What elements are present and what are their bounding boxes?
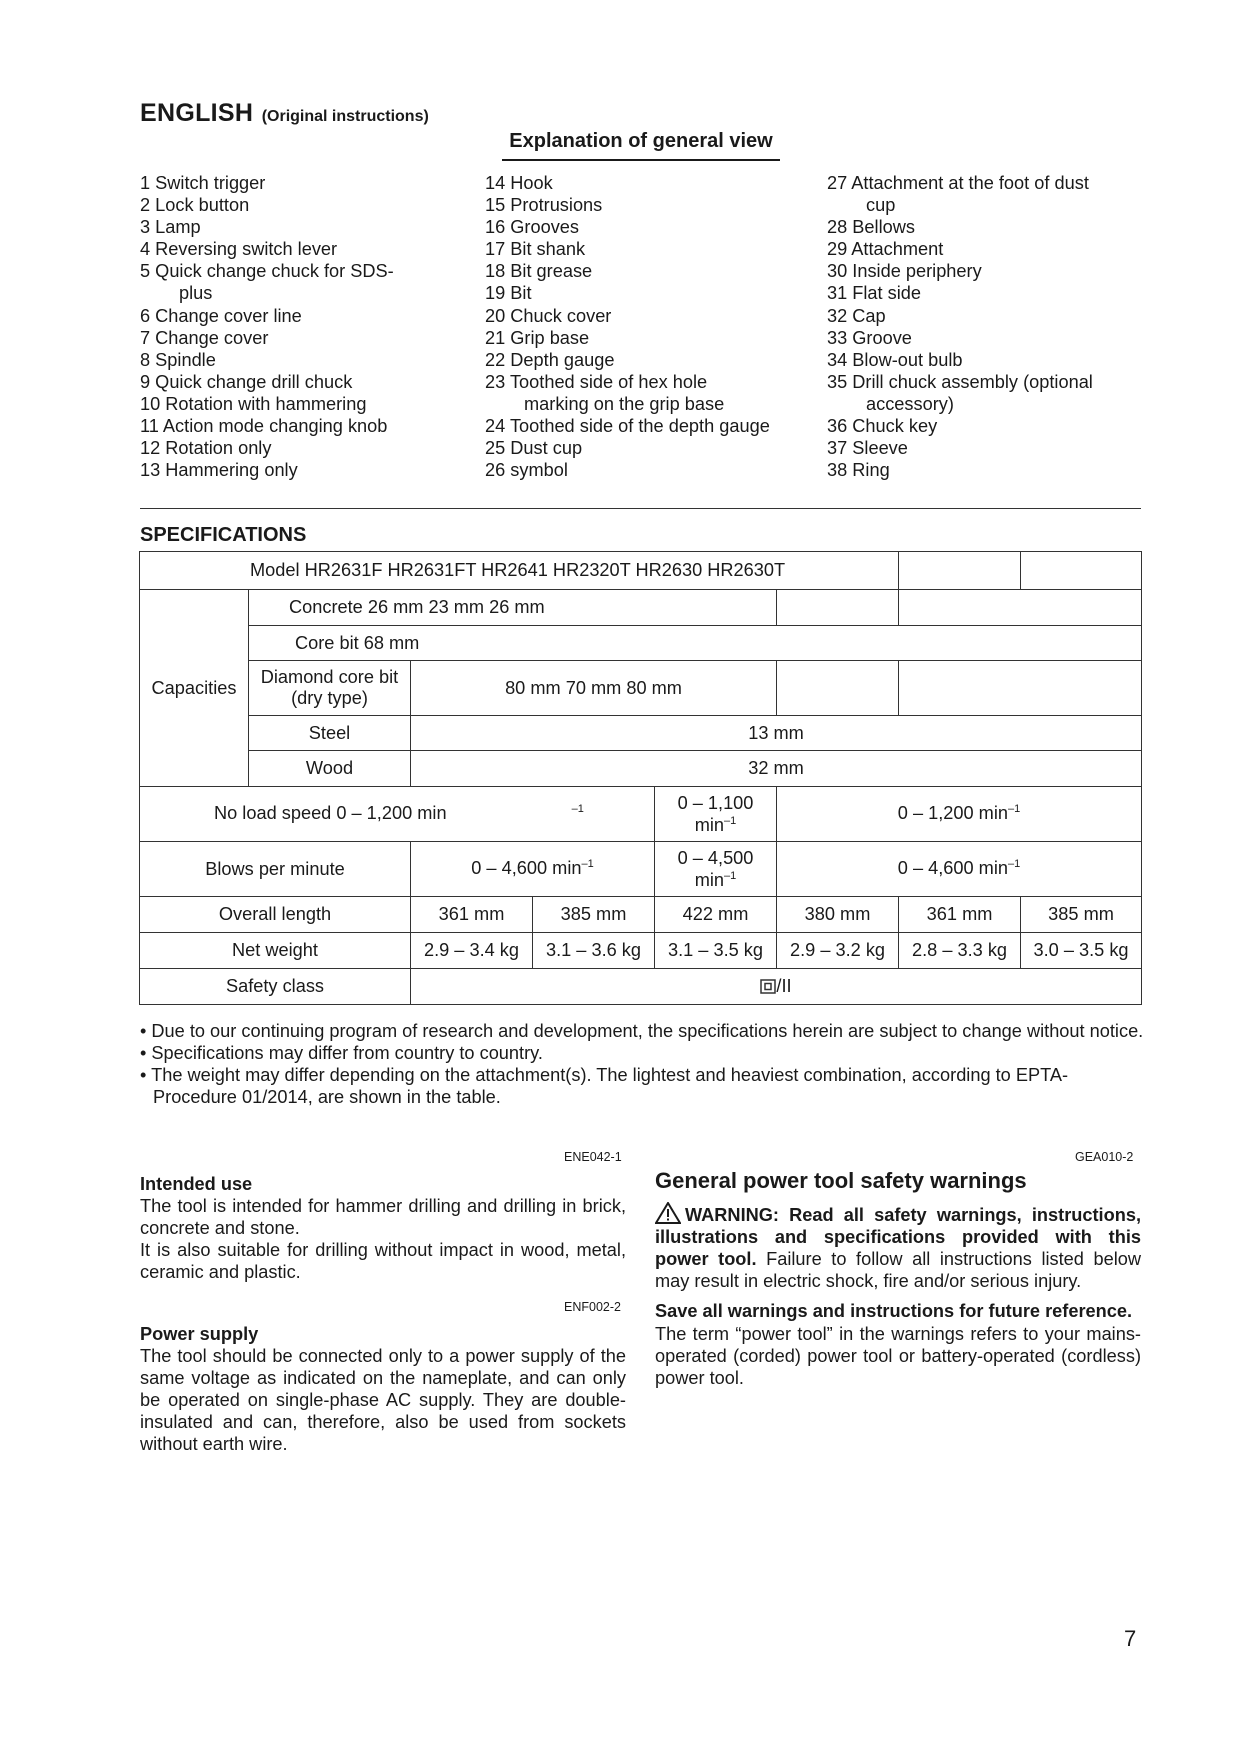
no-load-speed-label: No load speed 0 – 1,200 min [214,803,447,824]
weight-cell: 3.1 – 3.6 kg [533,933,655,969]
blows-left-value: 0 – 4,600 min [471,858,582,879]
part-item: 19 Bit [485,283,532,304]
warning-icon [655,1202,681,1224]
part-item: 16 Grooves [485,217,580,238]
part-item: 5 Quick change chuck for SDS- [140,261,394,282]
blows-mid [655,842,777,897]
weight-cell: 2.8 – 3.3 kg [899,933,1021,969]
blows-right [777,842,1142,897]
overall-length-label: Overall length [140,897,411,933]
net-weight-label: Net weight [140,933,411,969]
part-item: 6 Change cover line [140,305,302,326]
weight-cell: 3.0 – 3.5 kg [1021,933,1142,969]
general-safety-title: General power tool safety warnings [655,1168,1027,1193]
part-item: 37 Sleeve [827,438,908,459]
part-item: 18 Bit grease [485,261,593,282]
part-item: 1 Switch trigger [140,173,266,193]
empty-cell [777,661,899,716]
spec-notes [140,1020,1145,1108]
safety-class-text: /II [776,976,792,996]
no-load-speed-sup: –1 [571,803,584,816]
specifications-title: SPECIFICATIONS [140,524,307,546]
wood-value: 32 mm [411,751,1142,787]
specifications-table [139,551,1142,1005]
empty-cell [899,590,1142,626]
empty-cell [777,590,899,626]
part-item: 27 Attachment at the foot of dust [827,173,1089,193]
parts-list-col1 [140,172,394,481]
warning-bold-text: WARNING: Read all safety warnings, instructions, illustrations and specifications provided with this power tool. [655,1205,1141,1270]
general-view-title: Explanation of general view [502,130,780,161]
part-item: 9 Quick change drill chuck [140,371,353,392]
note-item: • The weight may differ depending on the attachment(s). The lightest and heaviest combination, according to EPTA-Procedure 01/2014, are shown in the table. [140,1065,1069,1108]
part-item: 14 Hook [485,173,553,193]
blows-left [411,842,655,897]
unit-sup: –1 [581,858,594,871]
page-heading [140,99,429,128]
safety-class-label: Safety class [140,969,411,1005]
blows-mid-unit [657,867,774,889]
part-item: 3 Lamp [140,217,201,238]
part-item: 17 Bit shank [485,239,586,260]
intended-use-p2: It is also suitable for drilling without impact in wood, metal, ceramic and plastic. [140,1240,626,1283]
power-supply-p1: The tool should be connected only to a power supply of the same voltage as indicated on the nameplate, and can only be operated on single-phase AC supply. They are double-insulated and can, therefore, also be used from sockets without earth wire. [140,1346,626,1455]
intended-use-section [140,1173,626,1283]
power-tool-term: The term “power tool” in the warnings refers to your mains-operated (corded) power tool or battery-operated (cordless) power tool. [655,1323,1141,1388]
parts-list-col2 [485,172,770,481]
part-item: 38 Ring [827,460,890,481]
diamond-label-line2: (dry type) [291,688,368,708]
safety-class-value [411,969,1142,1005]
part-item: 13 Hammering only [140,460,298,481]
part-item: 12 Rotation only [140,438,272,459]
part-item: 33 Groove [827,327,912,348]
part-item: 34 Blow-out bulb [827,349,963,370]
weight-cell: 3.1 – 3.5 kg [655,933,777,969]
capacities-label: Capacities [140,590,249,787]
general-safety-section [655,1170,1141,1389]
weight-cell: 2.9 – 3.4 kg [411,933,533,969]
length-cell: 380 mm [777,897,899,933]
part-item: 28 Bellows [827,217,915,238]
steel-label: Steel [249,716,411,751]
part-item: 30 Inside periphery [827,261,982,282]
language-title: ENGLISH [140,99,254,127]
steel-value: 13 mm [411,716,1142,751]
double-insulation-icon [760,979,776,994]
unit-text: min [694,870,725,891]
length-cell: 385 mm [533,897,655,933]
empty-cell [1021,552,1142,590]
section-divider [140,508,1141,509]
part-item: 21 Grip base [485,327,590,348]
section-code-power: ENF002-2 [564,1300,621,1314]
no-load-speed-mid-value: 0 – 1,100 [677,792,754,813]
weight-cell: 2.9 – 3.2 kg [777,933,899,969]
no-load-speed-right [777,787,1142,842]
unit-text: min [694,815,725,836]
part-item: 11 Action mode changing knob [140,416,388,437]
unit-sup: –1 [1008,803,1021,816]
note-item: • Due to our continuing program of research and development, the specifications herein are subject to change without notice. [140,1021,1144,1041]
part-item: 36 Chuck key [827,416,938,437]
part-item: 7 Change cover [140,327,269,348]
length-cell: 385 mm [1021,897,1142,933]
note-item: • Specifications may differ from country to country. [140,1043,543,1064]
part-item-continued: cup [866,195,896,216]
part-item: 10 Rotation with hammering [140,393,367,414]
length-cell: 361 mm [899,897,1021,933]
length-cell: 422 mm [655,897,777,933]
part-item-continued: plus [179,283,213,304]
blows-right-value: 0 – 4,600 min [897,858,1008,879]
unit-sup: –1 [724,814,737,827]
length-cell: 361 mm [411,897,533,933]
no-load-speed-mid-unit [657,812,774,834]
part-item: 29 Attachment [827,239,944,260]
section-code-general: GEA010-2 [1075,1150,1134,1164]
power-supply-title: Power supply [140,1324,259,1344]
part-item: 32 Cap [827,305,886,326]
concrete-row: Concrete 26 mm 23 mm 26 mm [249,590,777,626]
part-item: 31 Flat side [827,283,922,304]
core-bit-row: Core bit 68 mm [249,626,1142,661]
section-code-intended: ENE042-1 [564,1150,622,1164]
part-item: 25 Dust cup [485,438,583,459]
language-subtitle: (Original instructions) [261,108,429,125]
intended-use-p1: The tool is intended for hammer drilling and drilling in brick, concrete and stone. [140,1196,626,1239]
part-item-continued: accessory) [866,393,954,414]
no-load-right-value: 0 – 1,200 min [897,803,1008,824]
power-supply-section [140,1323,626,1456]
diamond-label-line1: Diamond core bit [260,667,399,687]
diamond-core-bit-value: 80 mm 70 mm 80 mm [411,661,777,716]
wood-label: Wood [249,751,411,787]
empty-cell [899,661,1142,716]
part-item: 26 symbol [485,460,568,481]
warning-paragraph [655,1202,1141,1292]
part-item-continued: marking on the grip base [524,393,725,414]
save-warnings-text: Save all warnings and instructions for future reference. [655,1301,1133,1322]
page-number: 7 [1124,1626,1137,1651]
model-row: Model HR2631F HR2631FT HR2641 HR2320T HR2630 HR2630T [140,552,899,590]
blows-label: Blows per minute [140,842,411,897]
part-item: 22 Depth gauge [485,349,615,370]
part-item: 20 Chuck cover [485,305,612,326]
parts-list-col3 [827,172,1093,481]
part-item: 23 Toothed side of hex hole [485,371,708,392]
part-item: 35 Drill chuck assembly (optional [827,371,1093,392]
warning-rest-text: Failure to follow all instructions listed below may result in electric shock, fire and/or serious injury. [655,1249,1142,1292]
no-load-speed-left [140,787,655,842]
diamond-core-bit-label [249,661,411,716]
intended-use-title: Intended use [140,1174,253,1194]
part-item: 8 Spindle [140,349,216,370]
empty-cell [899,552,1021,590]
part-item: 2 Lock button [140,195,250,216]
save-warnings [655,1300,1141,1322]
part-item: 24 Toothed side of the depth gauge [485,416,770,437]
unit-sup: –1 [1008,858,1021,871]
unit-sup: –1 [724,869,737,882]
part-item: 15 Protrusions [485,195,603,216]
blows-mid-value: 0 – 4,500 [677,847,754,868]
no-load-speed-mid [655,787,777,842]
part-item: 4 Reversing switch lever [140,239,338,260]
